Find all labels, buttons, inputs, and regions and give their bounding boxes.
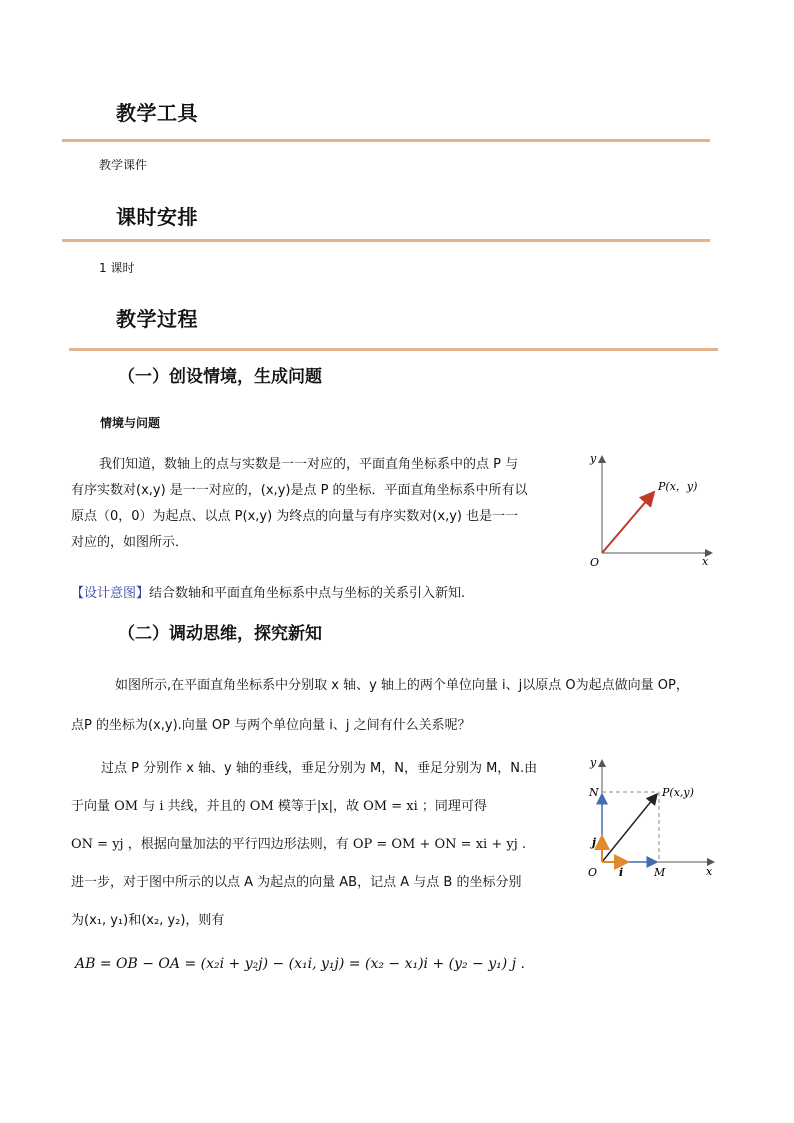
vector-figure-2 [572,752,722,884]
point-p-label: P(x,y) [662,786,694,799]
section-divider [69,348,718,351]
part2-title: （二）调动思维，探究新知 [118,624,322,644]
y-axis-label: y [590,452,597,465]
unit-vector-i-label: i [619,866,624,879]
section-title-tools: 教学工具 [116,101,198,125]
paragraph-line: 原点（0，0）为起点、以点 P(x,y) 为终点的向量与有序实数对(x,y) 也是一一 [71,509,519,524]
part1-paragraph [71,452,569,556]
x-axis-label: x [706,865,713,878]
vector-formula: AB = OB − OA = (x₂i + y₂j) − (x₁i, y₁j) = (x₂ − x₁)i + (y₂ − y₁) j . [75,956,525,972]
point-p-label: P(x，y) [658,480,698,493]
paragraph-line: 于向量 OM 与 i 共线，并且的 OM 模等于|x|，故 OM = xi ；同理可得 [71,799,487,814]
paragraph-line: 为(x₁, y₁)和(x₂, y₂)，则有 [71,913,225,928]
part2-para1-line2: 点P 的坐标为(x,y).向量 OP 与两个单位向量 i、j 之间有什么关系呢？ [71,718,471,733]
paragraph-line: 进一步，对于图中所示的以点 A 为起点的向量 AB，记点 A 与点 B 的坐标分别 [71,875,522,890]
design-intent-label: 【设计意图】 [71,586,150,601]
vector-op [602,492,654,553]
section-content-schedule: 1 课时 [99,261,135,275]
part1-title: （一）创设情境，生成问题 [118,367,322,387]
origin-label: O [588,866,598,879]
design-intent [71,582,465,601]
y-axis-label: y [590,756,597,769]
paragraph-line: 有序实数对(x,y) 是一一对应的，(x,y)是点 P 的坐标．平面直角坐标系中所有以 [71,483,528,498]
paragraph-line: 对应的，如图所示． [71,535,189,550]
section-divider [62,239,710,242]
point-m-label: M [654,866,666,879]
part2-para1-line1: 如图所示,在平面直角坐标系中分别取 x 轴、y 轴上的两个单位向量 i、j以原点 O为起点做向量 OP， [115,678,689,693]
vector-figure-1 [572,448,722,578]
point-n-label: N [589,786,599,799]
section-content-tools: 教学课件 [99,158,148,172]
section-divider [62,139,710,142]
vector-op [602,794,657,862]
x-axis-label: x [702,555,709,568]
part1-subtitle: 情境与问题 [100,416,161,430]
unit-vector-j-label: j [592,836,596,849]
paragraph-line: 我们知道，数轴上的点与实数是一一对应的，平面直角坐标系中的点 P 与 [99,457,519,472]
section-title-schedule: 课时安排 [116,205,198,229]
design-intent-text: 结合数轴和平面直角坐标系中点与坐标的关系引入新知. [149,586,466,601]
part2-para2 [71,750,561,940]
origin-label: O [590,556,600,569]
section-title-process: 教学过程 [116,307,198,331]
paragraph-line: 过点 P 分别作 x 轴、y 轴的垂线，垂足分别为 M，N，垂足分别为 M，N.由 [101,761,538,776]
paragraph-line: ON = yj ，根据向量加法的平行四边形法则，有 OP = OM + ON = xi + yj . [71,837,526,852]
